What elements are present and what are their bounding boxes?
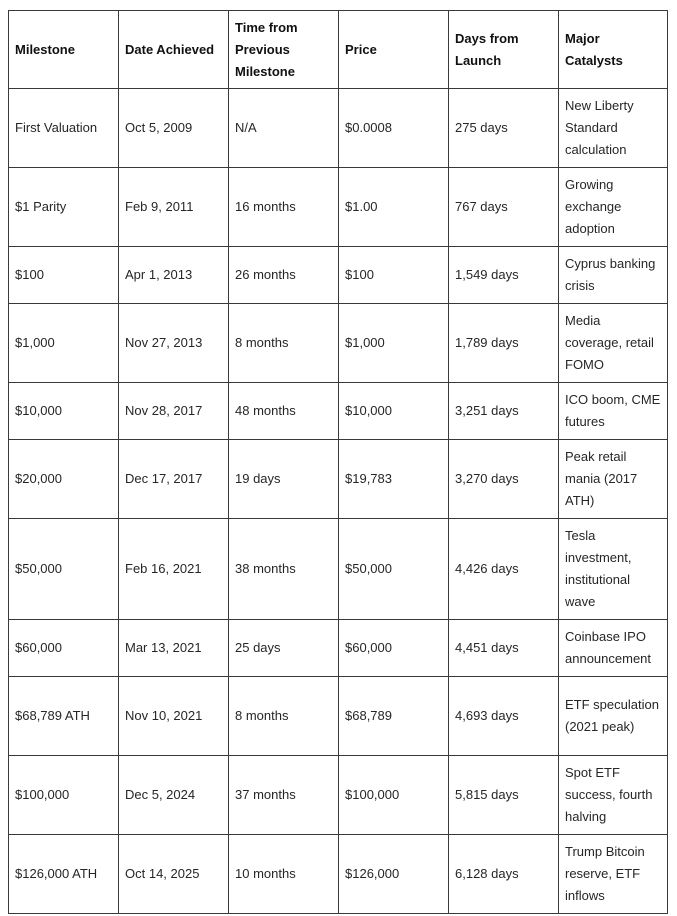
cell-price: $50,000 [339,519,449,620]
cell-time-from-previous: 19 days [229,440,339,519]
table-row [9,440,668,519]
cell-days-from-launch: 4,426 days [449,519,559,620]
cell-days-from-launch: 1,789 days [449,304,559,383]
table-row [9,620,668,677]
cell-price: $100,000 [339,756,449,835]
cell-milestone: $10,000 [9,383,119,440]
cell-time-from-previous: 37 months [229,756,339,835]
table-row [9,519,668,620]
cell-days-from-launch: 1,549 days [449,247,559,304]
cell-milestone: $100 [9,247,119,304]
cell-date-achieved: Oct 14, 2025 [119,835,229,914]
table-row [9,304,668,383]
cell-milestone: $126,000 ATH [9,835,119,914]
table-row [9,835,668,914]
cell-price: $68,789 [339,677,449,756]
cell-date-achieved: Apr 1, 2013 [119,247,229,304]
table-row [9,383,668,440]
cell-major-catalysts: Coinbase IPO announcement [559,620,668,677]
header-major-catalysts: Major Catalysts [559,11,668,89]
milestones-table [8,10,668,914]
header-row [9,11,668,89]
cell-price: $0.0008 [339,89,449,168]
cell-date-achieved: Nov 28, 2017 [119,383,229,440]
table-row [9,168,668,247]
cell-major-catalysts: Growing exchange adoption [559,168,668,247]
cell-days-from-launch: 275 days [449,89,559,168]
header-time-from-previous: Time from Previous Milestone [229,11,339,89]
cell-time-from-previous: 8 months [229,304,339,383]
cell-milestone: $68,789 ATH [9,677,119,756]
cell-time-from-previous: N/A [229,89,339,168]
cell-price: $60,000 [339,620,449,677]
table-row [9,247,668,304]
cell-price: $100 [339,247,449,304]
cell-time-from-previous: 25 days [229,620,339,677]
cell-major-catalysts: Spot ETF success, fourth halving [559,756,668,835]
cell-days-from-launch: 6,128 days [449,835,559,914]
cell-days-from-launch: 4,451 days [449,620,559,677]
cell-milestone: $1 Parity [9,168,119,247]
cell-date-achieved: Oct 5, 2009 [119,89,229,168]
cell-price: $126,000 [339,835,449,914]
cell-time-from-previous: 38 months [229,519,339,620]
cell-date-achieved: Mar 13, 2021 [119,620,229,677]
cell-major-catalysts: Cyprus banking crisis [559,247,668,304]
cell-major-catalysts: New Liberty Standard calculation [559,89,668,168]
cell-days-from-launch: 3,251 days [449,383,559,440]
header-date-achieved: Date Achieved [119,11,229,89]
cell-price: $1.00 [339,168,449,247]
cell-major-catalysts: ETF speculation (2021 peak) [559,677,668,756]
cell-major-catalysts: Media coverage, retail FOMO [559,304,668,383]
cell-date-achieved: Feb 16, 2021 [119,519,229,620]
cell-major-catalysts: ICO boom, CME futures [559,383,668,440]
cell-date-achieved: Nov 10, 2021 [119,677,229,756]
cell-milestone: $20,000 [9,440,119,519]
cell-price: $19,783 [339,440,449,519]
header-milestone: Milestone [9,11,119,89]
cell-milestone: $50,000 [9,519,119,620]
table-header [9,11,668,89]
cell-days-from-launch: 4,693 days [449,677,559,756]
cell-days-from-launch: 3,270 days [449,440,559,519]
cell-time-from-previous: 10 months [229,835,339,914]
table-row [9,89,668,168]
cell-date-achieved: Feb 9, 2011 [119,168,229,247]
cell-time-from-previous: 48 months [229,383,339,440]
cell-date-achieved: Dec 5, 2024 [119,756,229,835]
cell-date-achieved: Nov 27, 2013 [119,304,229,383]
cell-time-from-previous: 16 months [229,168,339,247]
cell-price: $1,000 [339,304,449,383]
cell-milestone: $100,000 [9,756,119,835]
cell-milestone: $1,000 [9,304,119,383]
header-price: Price [339,11,449,89]
cell-days-from-launch: 5,815 days [449,756,559,835]
table-body [9,89,668,914]
cell-milestone: First Valuation [9,89,119,168]
table-row [9,756,668,835]
cell-date-achieved: Dec 17, 2017 [119,440,229,519]
cell-days-from-launch: 767 days [449,168,559,247]
cell-major-catalysts: Tesla investment, institutional wave [559,519,668,620]
cell-time-from-previous: 8 months [229,677,339,756]
table-row [9,677,668,756]
cell-milestone: $60,000 [9,620,119,677]
cell-price: $10,000 [339,383,449,440]
header-days-from-launch: Days from Launch [449,11,559,89]
cell-major-catalysts: Trump Bitcoin reserve, ETF inflows [559,835,668,914]
cell-time-from-previous: 26 months [229,247,339,304]
cell-major-catalysts: Peak retail mania (2017 ATH) [559,440,668,519]
